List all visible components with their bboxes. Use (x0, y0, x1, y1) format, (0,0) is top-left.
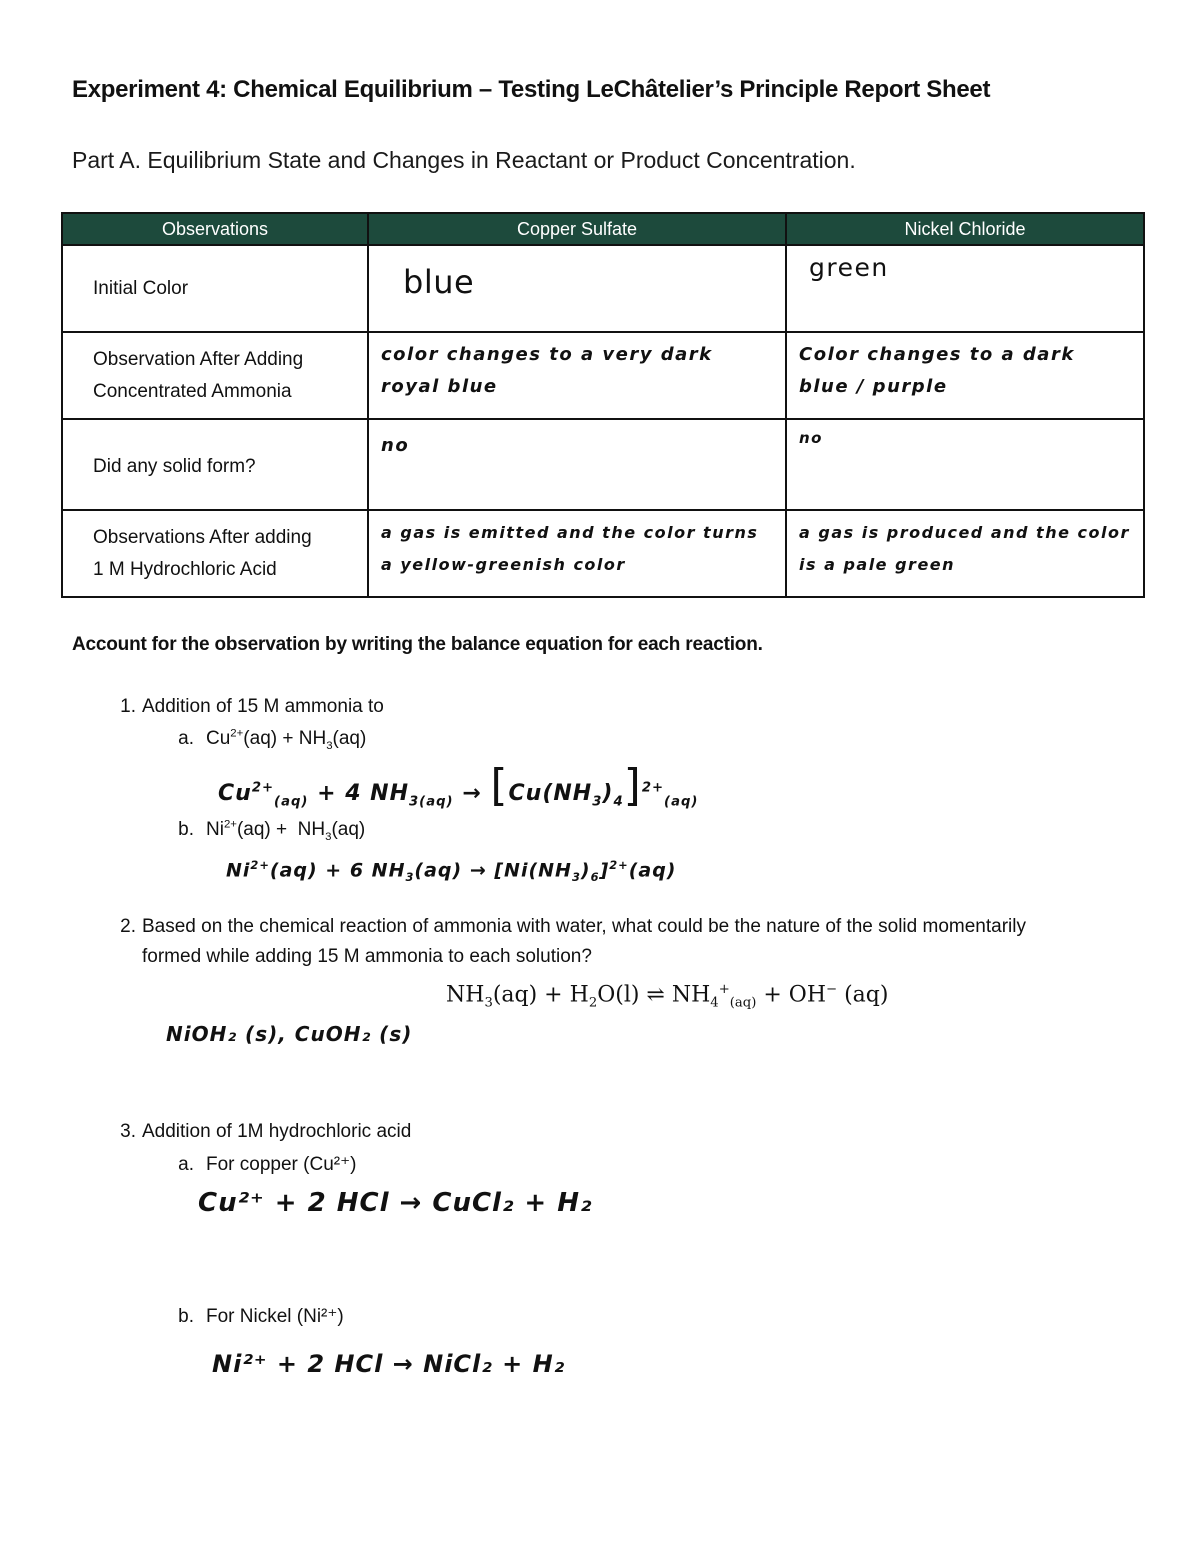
copper-cell[interactable] (368, 510, 786, 597)
question-3b (170, 1305, 344, 1328)
handwritten-answer: Color changes to a dark blue / purple (799, 344, 1075, 397)
handwritten-answer: no (381, 435, 410, 456)
question-3a (170, 1153, 356, 1176)
table-row (62, 419, 1144, 510)
question-number: 3. (120, 1121, 136, 1142)
question-2 (100, 912, 1026, 972)
sub-question-label: a. (178, 728, 194, 750)
handwritten-answer: no (799, 429, 823, 447)
handwritten-answer: green (809, 253, 889, 282)
question-text: Addition of 1M hydrochloric acid (142, 1121, 412, 1142)
column-header: Nickel Chloride (786, 213, 1144, 245)
part-a-heading: Part A. Equilibrium State and Changes in Reactant or Product Concentration. (72, 147, 856, 173)
nickel-cell[interactable] (786, 332, 1144, 419)
question-1b-text: $Ni^{2+}(aq) + NH_3(aq)$ (206, 819, 366, 844)
question-text: For copper (Cu²⁺) (206, 1154, 357, 1175)
row-label (62, 332, 368, 419)
question-3 (100, 1121, 411, 1143)
handwritten-answer: color changes to a very dark royal blue (381, 344, 713, 397)
handwritten-equation-3b: Ni²⁺ + 2 HCl → NiCl₂ + H₂ (212, 1350, 566, 1378)
ammonia-water-equation: $NH_3(aq) + H_2O(l)$ ⇌ $NH_4^+_{(aq)} + OH^-$ (aq) (446, 982, 889, 1011)
column-header: Copper Sulfate (368, 213, 786, 245)
question-text: Based on the chemical reaction of ammonia with water, what could be the nature of the solid momentarily (142, 916, 1026, 937)
question-1a-text: $Cu^{2+}(aq) + NH_3(aq)$ (206, 728, 367, 753)
table-row (62, 245, 1144, 332)
question-1 (100, 696, 384, 718)
row-label-line: Observation After Adding (93, 348, 304, 370)
handwritten-equation-1a: $Cu^{2+}_{(aq)} + 4$ $NH_{3(aq)} \to [Cu(NH_3)_4]^{2+}_{(aq)}$ (218, 760, 699, 811)
table-row (62, 510, 1144, 597)
question-text: formed while adding 15 M ammonia to each solution? (142, 946, 592, 967)
row-label-line: Observations After adding (93, 526, 312, 548)
row-label (62, 510, 368, 597)
question-text: Addition of 15 M ammonia to (142, 696, 384, 717)
sub-question-label: a. (178, 1154, 194, 1175)
sub-question-label: b. (178, 819, 194, 841)
copper-cell[interactable] (368, 419, 786, 510)
row-label: Initial Color (62, 245, 368, 332)
sub-question-label: b. (178, 1306, 194, 1327)
handwritten-answer: blue (403, 263, 475, 301)
nickel-cell[interactable] (786, 419, 1144, 510)
handwritten-equation-3a: Cu²⁺ + 2 HCl → CuCl₂ + H₂ (198, 1188, 593, 1218)
question-1a (170, 728, 366, 752)
copper-cell[interactable] (368, 332, 786, 419)
nickel-cell[interactable] (786, 245, 1144, 332)
equations-prompt: Account for the observation by writing the balance equation for each reaction. (72, 634, 763, 655)
question-1b (170, 819, 365, 843)
page-title: Experiment 4: Chemical Equilibrium – Testing LeChâtelier’s Principle Report Sheet (72, 76, 991, 103)
question-number: 1. (120, 696, 136, 717)
row-label-line: 1 M Hydrochloric Acid (93, 558, 277, 580)
handwritten-answer: a gas is emitted and the color turns a yellow-greenish color (381, 523, 759, 574)
column-header: Observations (62, 213, 368, 245)
nickel-cell[interactable] (786, 510, 1144, 597)
copper-cell[interactable] (368, 245, 786, 332)
question-number: 2. (120, 916, 136, 937)
row-label: Did any solid form? (62, 419, 368, 510)
handwritten-answer: a gas is produced and the color is a pale green (799, 523, 1130, 574)
handwritten-equation-1b: $Ni^{2+}(aq) + 6$ $NH_3(aq) \to [Ni(NH_3)_6]^{2+}(aq)$ (226, 858, 677, 885)
table-row (62, 332, 1144, 419)
question-text: For Nickel (Ni²⁺) (206, 1306, 344, 1327)
observations-table (61, 212, 1145, 598)
row-label-line: Concentrated Ammonia (93, 380, 292, 402)
handwritten-answer-2: NiOH₂ (s), CuOH₂ (s) (166, 1022, 413, 1046)
table-header-row (62, 213, 1144, 245)
